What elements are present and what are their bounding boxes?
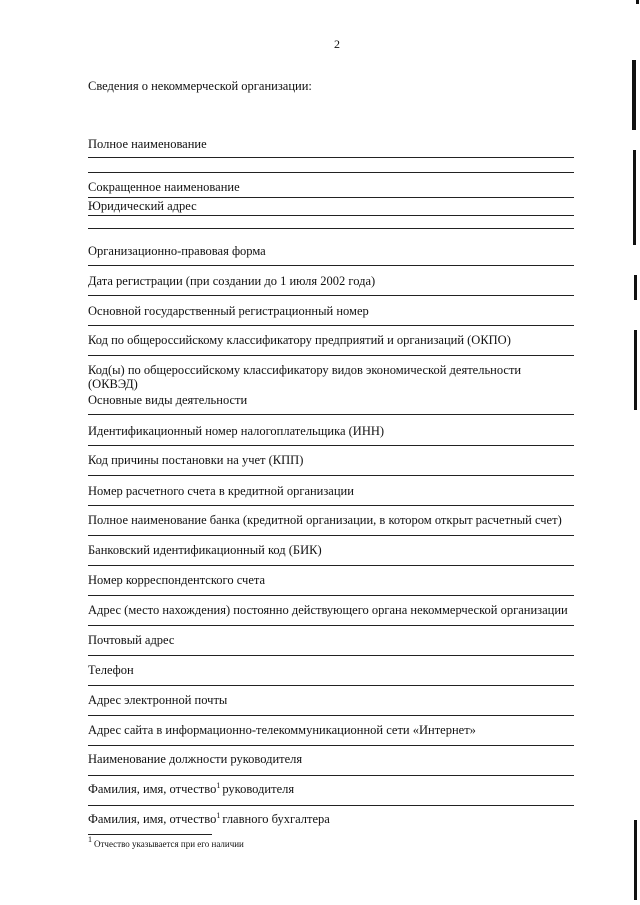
field-label-main-activities: Основные виды деятельности (88, 393, 248, 407)
footnote-divider (88, 834, 212, 835)
head-fio-suffix: руководителя (222, 782, 295, 796)
input-line-phone[interactable] (88, 685, 574, 686)
input-line-website[interactable] (88, 745, 574, 746)
input-line-body-address[interactable] (88, 625, 574, 626)
head-fio-text: Фамилия, имя, отчество (88, 782, 217, 796)
input-line-main-activities[interactable] (88, 414, 574, 415)
field-label-okved-abbr: (ОКВЭД) (88, 377, 138, 391)
input-line-account-number[interactable] (88, 505, 574, 506)
input-line-kpp[interactable] (88, 475, 574, 476)
scan-edge-mark (632, 60, 636, 130)
scan-edge-mark (634, 330, 637, 410)
field-label-website: Адрес сайта в информационно-телекоммуникационной сети «Интернет» (88, 723, 476, 737)
field-label-email: Адрес электронной почты (88, 693, 228, 707)
accountant-fio-suffix: главного бухгалтера (222, 812, 330, 826)
field-label-registration-date: Дата регистрации (при создании до 1 июля 2002 года) (88, 274, 376, 288)
field-label-phone: Телефон (88, 663, 134, 677)
input-line-bik[interactable] (88, 565, 574, 566)
field-label-postal-address: Почтовый адрес (88, 633, 175, 647)
field-label-kpp: Код причины постановки на учет (КПП) (88, 453, 304, 467)
scan-edge-mark (634, 820, 637, 900)
input-line-full-name-2[interactable] (88, 172, 574, 173)
input-line-head-position[interactable] (88, 775, 574, 776)
field-label-body-address: Адрес (место нахождения) постоянно действующего органа некоммерческой организации (88, 603, 568, 617)
input-line-short-name[interactable] (88, 197, 574, 198)
field-label-legal-form: Организационно-правовая форма (88, 244, 266, 258)
input-line-bank-name[interactable] (88, 535, 574, 536)
field-label-bank-name: Полное наименование банка (кредитной организации, в котором открыт расчетный счет) (88, 513, 562, 527)
field-label-legal-address: Юридический адрес (88, 199, 197, 213)
field-label-head-position: Наименование должности руководителя (88, 752, 303, 766)
footnote (88, 835, 244, 849)
input-line-ogrn[interactable] (88, 325, 574, 326)
footnote-marker: 1 (216, 811, 221, 820)
field-label-full-name: Полное наименование (88, 137, 207, 151)
field-label-accountant-fio (88, 813, 330, 826)
input-line-head-fio[interactable] (88, 805, 574, 806)
scan-edge-mark (633, 150, 636, 245)
input-line-full-name-1[interactable] (88, 157, 574, 158)
field-label-inn: Идентификационный номер налогоплательщика (ИНН) (88, 424, 385, 438)
field-label-bik: Банковский идентификационный код (БИК) (88, 543, 322, 557)
field-label-ogrn: Основной государственный регистрационный номер (88, 304, 369, 318)
field-label-short-name: Сокращенное наименование (88, 180, 240, 194)
input-line-email[interactable] (88, 715, 574, 716)
field-label-okved: Код(ы) по общероссийскому классификатору видов экономической деятельности (88, 363, 522, 377)
scan-edge-mark (636, 0, 639, 4)
input-line-correspondent-account[interactable] (88, 595, 574, 596)
field-label-okpo: Код по общероссийскому классификатору предприятий и организаций (ОКПО) (88, 333, 511, 347)
input-line-legal-address-2[interactable] (88, 228, 574, 229)
input-line-postal-address[interactable] (88, 655, 574, 656)
field-label-account-number: Номер расчетного счета в кредитной организации (88, 484, 354, 498)
field-label-correspondent-account: Номер корреспондентского счета (88, 573, 266, 587)
footnote-text: Отчество указывается при его наличии (94, 839, 244, 849)
footnote-marker: 1 (216, 781, 221, 790)
input-line-registration-date[interactable] (88, 295, 574, 296)
page-number: 2 (334, 37, 340, 51)
input-line-legal-form[interactable] (88, 265, 574, 266)
input-line-legal-address-1[interactable] (88, 215, 574, 216)
field-label-head-fio (88, 783, 294, 796)
accountant-fio-text: Фамилия, имя, отчество (88, 812, 217, 826)
input-line-inn[interactable] (88, 445, 574, 446)
input-line-okpo[interactable] (88, 355, 574, 356)
footnote-marker: 1 (88, 835, 92, 844)
scan-edge-mark (634, 275, 637, 300)
form-heading: Сведения о некоммерческой организации: (88, 79, 312, 93)
